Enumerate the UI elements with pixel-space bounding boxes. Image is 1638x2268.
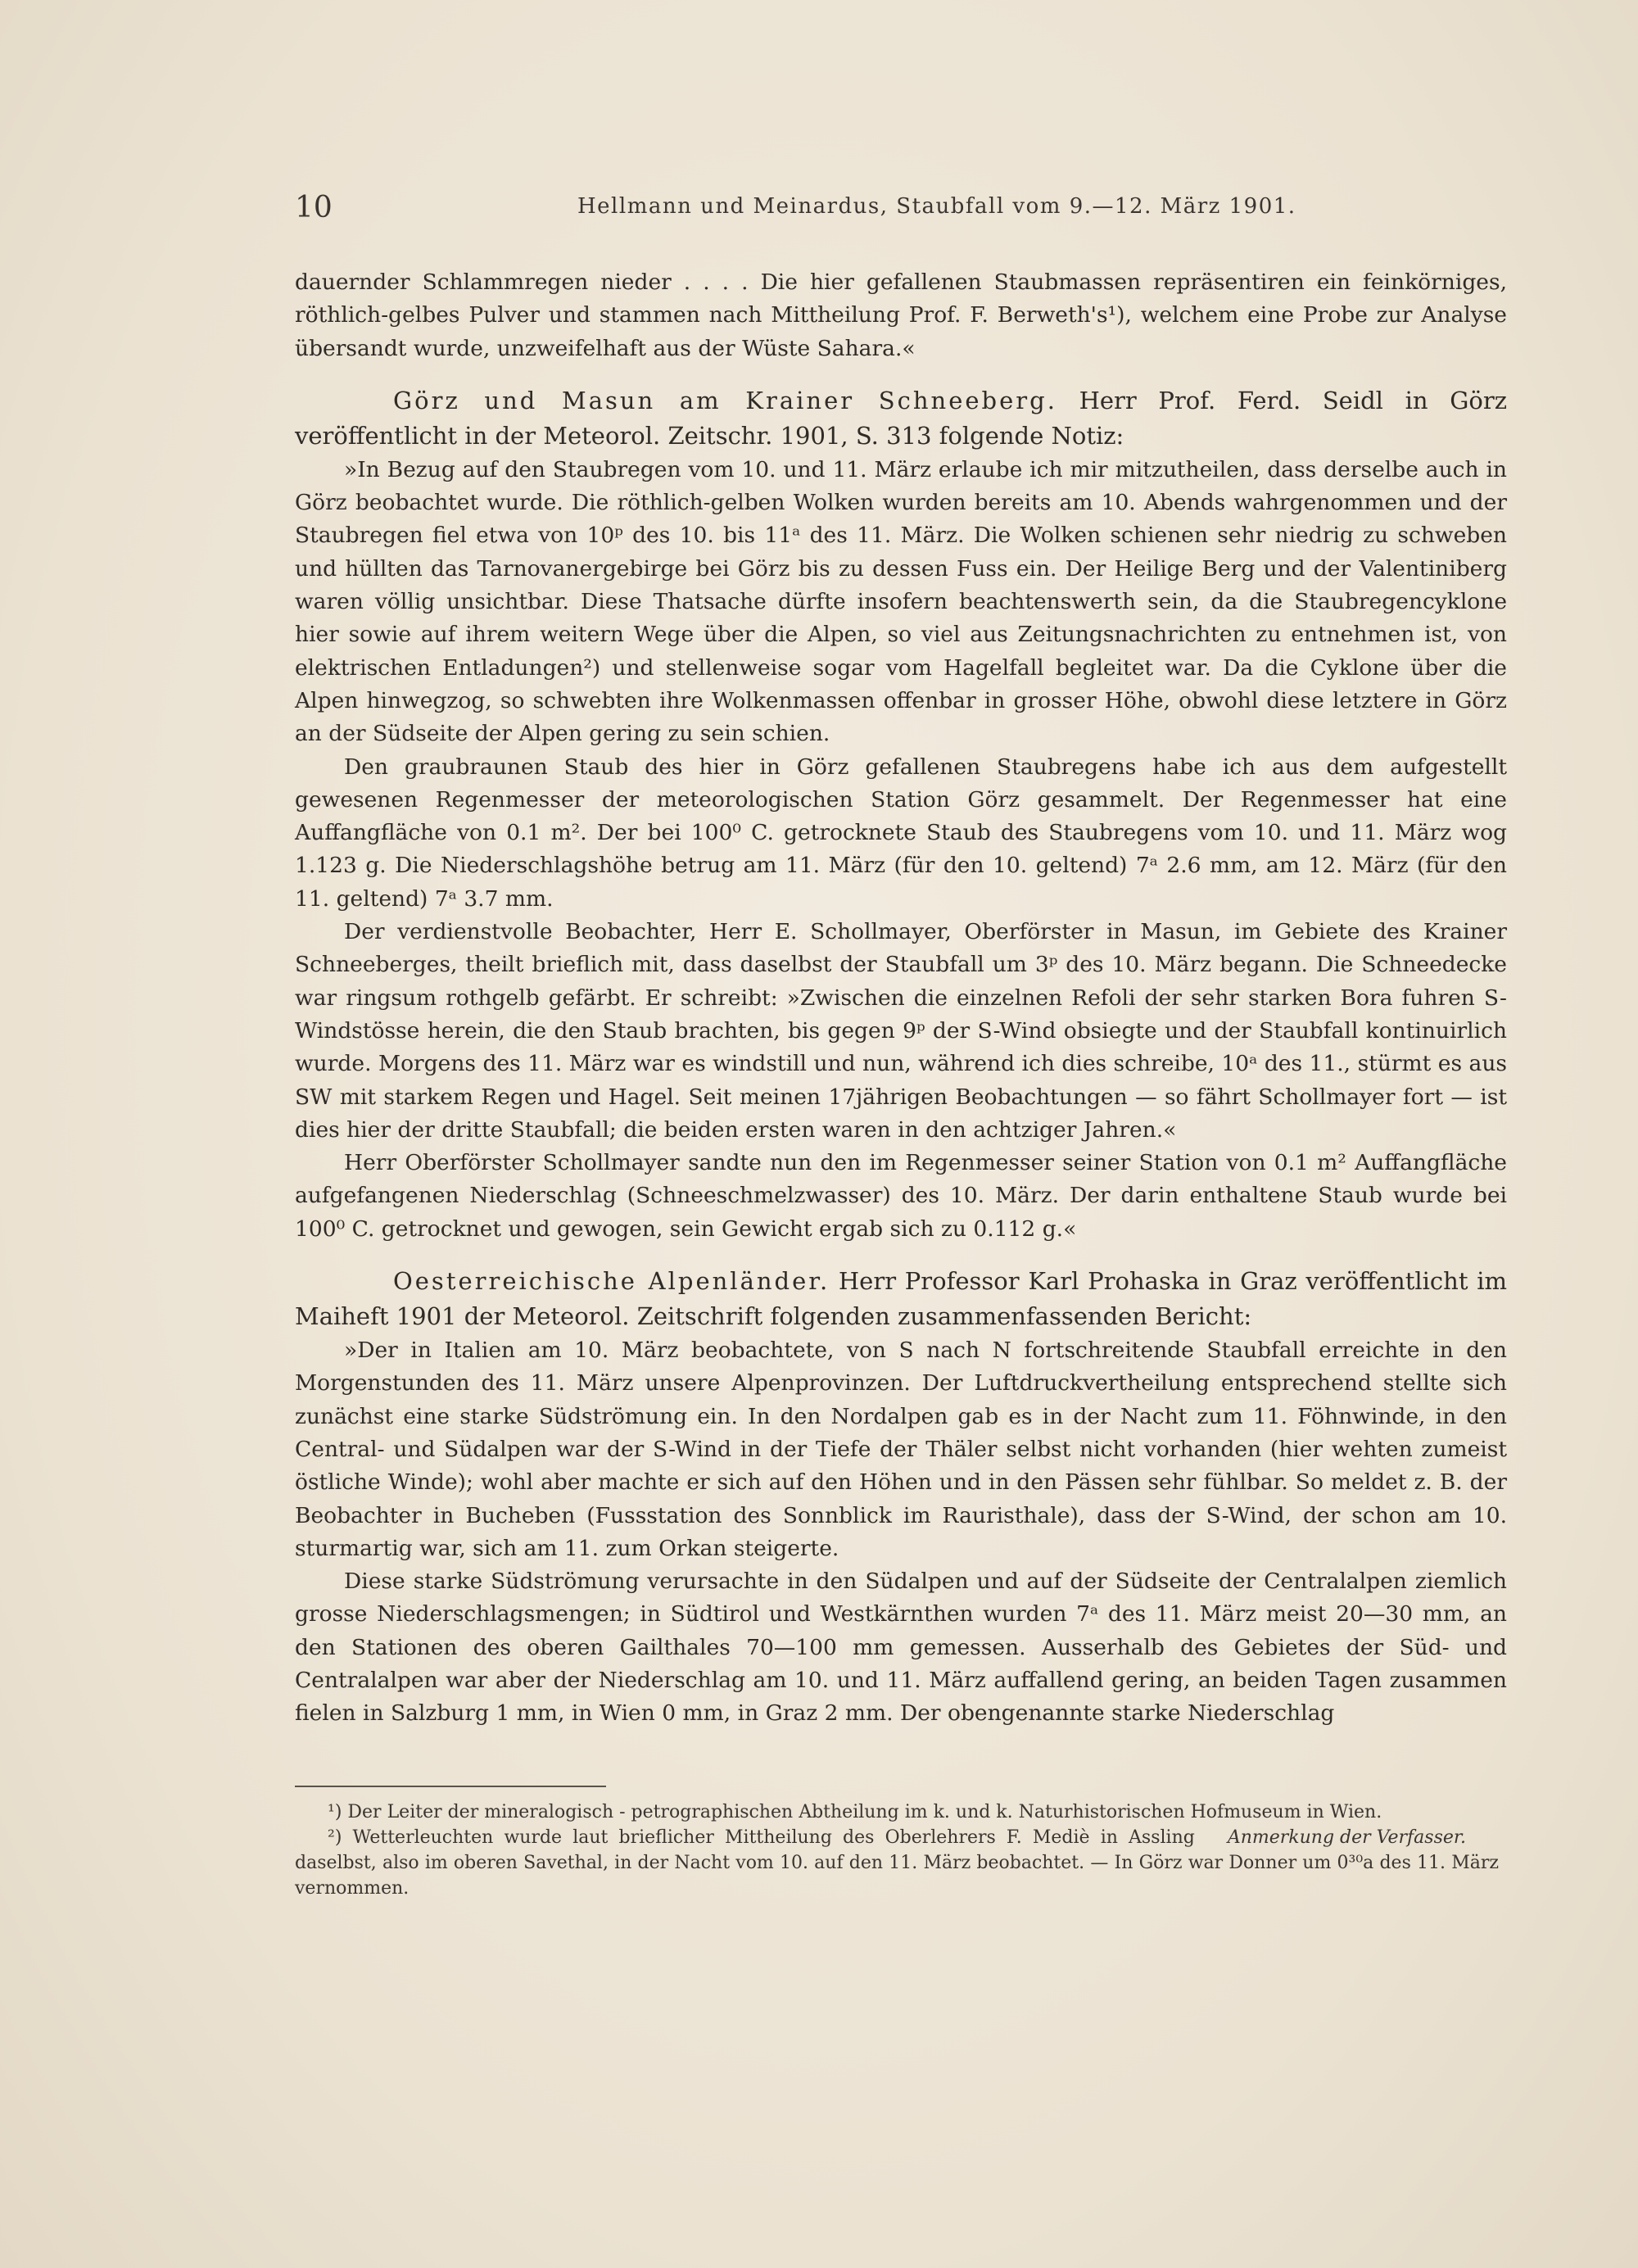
footnote-2: ²) Wetterleuchten wurde laut brieflicher Mittheilung des Oberlehrers F. Mediè in Assling daselbst, also im oberen Savethal, in der Nacht vom 10. auf den 11. März beobachtet. — In Görz war Donner um 0³⁰a des 11. März vernommen. (295, 1827, 1499, 1899)
running-head (295, 191, 1507, 240)
section-goerz (295, 383, 1507, 454)
paragraph: Diese starke Südströmung verursachte in den Südalpen und auf der Südseite der Centralalpen ziemlich grosse Niederschlagsmengen; in Südtirol und Westkärnthen wurden 7ᵃ des 11. März meist 20—30 mm, an den Stationen des oberen Gailthales 70—100 mm gemessen. Ausserhalb des Gebietes der Süd- und Centralalpen war aber der Niederschlag am 10. und 11. März auffallend gering, an beiden Tagen zusammen fielen in Salzburg 1 mm, in Wien 0 mm, in Graz 2 mm. Der obengenannte starke Niederschlag (295, 1569, 1507, 1727)
section-heading: Görz und Masun am Krainer Schneeberg. (393, 386, 1057, 414)
section-intro: Herr Professor Karl Prohaska in Graz veröffentlicht im Maiheft 1901 der Meteorol. Zeitschrift folgenden zusammenfassenden Bericht: (295, 1267, 1507, 1331)
paragraph: Den graubraunen Staub des hier in Görz gefallenen Staubregens habe ich aus dem aufgestellt gewesenen Regenmesser der meteorologischen Station Görz gesammelt. Der Regenmesser hat eine Auffangfläche von 0.1 m². Der bei 100⁰ C. getrocknete Staub des Staubregens vom 10. und 11. März wog 1.123 g. Die Niederschlagshöhe betrug am 11. März (für den 10. geltend) 7ᵃ 2.6 mm, am 12. März (für den 11. geltend) 7ᵃ 3.7 mm. (295, 754, 1507, 912)
footnote-1-attribution: Anmerkung der Verfasser. (1227, 1827, 1466, 1848)
section-heading: Oesterreichische Alpenländer. (393, 1267, 830, 1296)
paragraph: »In Bezug auf den Staubregen vom 10. und 11. März erlaube ich mir mitzutheilen, dass derselbe auch in Görz beobachtet wurde. Die röthlich-gelben Wolken wurden bereits am 10. Abends wahrgenommen und der Staubregen fiel etwa von 10ᵖ des 10. bis 11ᵃ des 11. März. Die Wolken schienen sehr niedrig zu schweben und hüllten das Tarnovanergebirge bei Görz bis zu dessen Fuss ein. Der Heilige Berg und der Valentiniberg waren völlig unsichtbar. Diese Thatsache dürfte insofern beachtenswerth sein, da die Staubregencyklone hier sowie auf ihrem weitern Wege über die Alpen, so viel aus Zeitungsnachrichten zu entnehmen ist, von elektrischen Entladungen²) und stellenweise sogar vom Hagelfall begleitet war. Da die Cyklone über die Alpen hinwegzog, so schwebten ihre Wolkenmassen offenbar in grosser Höhe, obwohl diese letztere in Görz an der Südseite der Alpen gering zu sein schien. (295, 456, 1507, 747)
footnote-divider (295, 1786, 606, 1787)
section-intro: Herr Prof. Ferd. Seidl in Görz veröffentlicht in der Meteorol. Zeitschr. 1901, S. 313 folgende Notiz: (295, 386, 1507, 450)
main-text (295, 266, 1507, 1731)
footnote-1-text: ¹) Der Leiter der mineralogisch - petrographischen Abtheilung im k. und k. Naturhistorischen Hofmuseum in Wien. (328, 1802, 1382, 1822)
paragraph: »Der in Italien am 10. März beobachtete, von S nach N fortschreitende Staubfall erreichte in den Morgenstunden des 11. März unsere Alpenprovinzen. Der Luftdruckvertheilung entsprechend stellte sich zunächst eine starke Südströmung ein. In den Nordalpen gab es in der Nacht zum 11. Föhnwinde, in den Central- und Südalpen war der S-Wind in der Tiefe der Thäler selbst nicht vorhanden (hier wehten zumeist östliche Winde); wohl aber machte er sich auf den Höhen und in den Pässen sehr fühlbar. So meldet z. B. der Beobachter in Bucheben (Fussstation des Sonnblick im Rauristhale), dass der S-Wind, der schon am 10. sturmartig war, sich am 11. zum Orkan steigerte. (295, 1338, 1507, 1561)
running-title: Hellmann und Meinardus, Staubfall vom 9.—12. März 1901. (577, 194, 1296, 219)
page-number: 10 (295, 191, 333, 224)
footnote-1 (295, 1799, 1499, 1848)
paragraph: dauernder Schlammregen nieder . . . . Die hier gefallenen Staubmassen repräsentiren ein feinkörniges, röthlich-gelbes Pulver und stammen nach Mittheilung Prof. F. Berweth's¹), welchem eine Probe zur Analyse übersandt wurde, unzweifelhaft aus der Wüste Sahara.« (295, 269, 1507, 361)
paragraph: Der verdienstvolle Beobachter, Herr E. Schollmayer, Oberförster in Masun, im Gebiete des Krainer Schneeberges, theilt brieflich mit, dass daselbst der Staubfall um 3ᵖ des 10. März begann. Die Schneedecke war ringsum rothgelb gefärbt. Er schreibt: »Zwischen die einzelnen Refoli der sehr starken Bora fuhren S-Windstösse herein, die den Staub brachten, bis gegen 9ᵖ der S-Wind obsiegte und der Staubfall kontinuirlich wurde. Morgens des 11. März war es windstill und nun, während ich dies schreibe, 10ᵃ des 11., stürmt es aus SW mit starkem Regen und Hagel. Seit meinen 17jährigen Beobachtungen — so fährt Schollmayer fort — ist dies hier der dritte Staubfall; die beiden ersten waren in den achtziger Jahren.« (295, 919, 1507, 1143)
footnotes (295, 1799, 1499, 1901)
section-alpenlaender (295, 1264, 1507, 1334)
paragraph: Herr Oberförster Schollmayer sandte nun den im Regenmesser seiner Station von 0.1 m² Auffangfläche aufgefangenen Niederschlag (Schneeschmelzwasser) des 10. März. Der darin enthaltene Staub wurde bei 100⁰ C. getrocknet und gewogen, sein Gewicht ergab sich zu 0.112 g.« (295, 1150, 1507, 1242)
